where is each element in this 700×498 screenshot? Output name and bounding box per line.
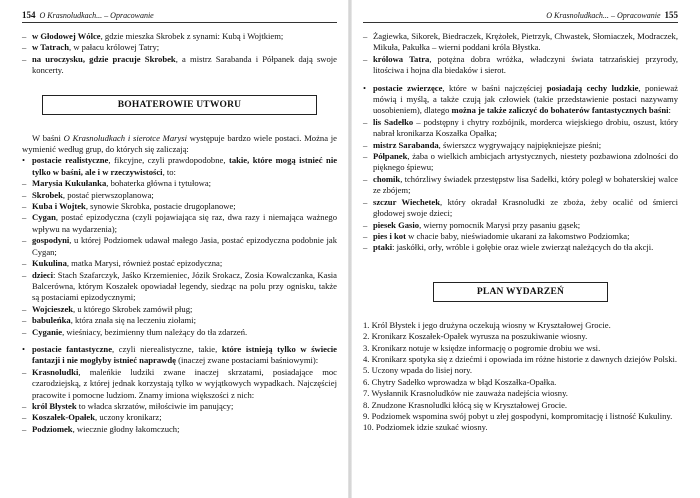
page-number-right: 155 [664,10,678,20]
list-item: – na uroczysku, gdzie pracuje Skrobek, a mistrz Sarabanda i Półpanek dają swoje koncerty. [22,54,337,77]
group-realistic: • postacie realistyczne, fikcyjne, czyli prawdopodobne, takie, które mogą istnieć nie tylko w baśni, ale i w rzeczywistości, to: [22,155,337,178]
page-number-left: 154 [22,10,36,20]
list-item: – pies i kot w chacie baby, nieświadomie ukarani za łakomstwo Podziomka; [363,231,678,242]
list-item: – w Tatrach, w pałacu królowej Tatry; [22,42,337,53]
right-page [355,0,700,498]
list-item: – Podziomek, wiecznie głodny łakomczuch; [22,424,337,435]
plan-item: 8. Znudzone Krasnoludki kłócą się w Kryształowej Grocie. [363,399,568,410]
plan-item: 3. Kronikarz notuje w księdze informację o pogromie drobiu we wsi. [363,342,601,353]
book-spine [348,0,352,498]
section-heading-characters: BOHATEROWIE UTWORU [42,95,317,115]
list-item: – ptaki: jaskółki, orły, wróble i gołębie oraz wiele zwierząt należących do tła akcji. [363,242,678,253]
running-header-right: O Krasnoludkach... – Opracowanie 155 [363,10,678,23]
running-title-left: O Krasnoludkach... [39,11,103,20]
list-item: – królowa Tatra, potężna dobra wróżka, władczyni świata tatrzańskiej przyrody, litościwa i hojna dla biedaków i sierot. [363,54,678,77]
list-item: – Marysia Kukułanka, bohaterka główna i tytułowa; [22,178,337,189]
plan-of-events-list [363,320,678,434]
plan-item: 9. Podziomek wspomina swój pobyt u złej gospodyni, kompromitację i listność Kukuliny. [363,410,673,421]
list-item: – dzieci: Stach Szafarczyk, Jaśko Krzemieniec, Józik Srokacz, Zosia Kowalczanka, Kasia Balcerówna, którym Koszałek opowiadał legendy, siedząc na polu przy ognisku, także są postaciami epizodycznymi; [22,270,337,304]
realistic-characters-list [22,178,337,338]
list-item: – Skrobek, postać pierwszoplanowa; [22,190,337,201]
list-item: – gospodyni, u której Podziomek udawał małego Jasia, postać epizodyczna podobnie jak Cygan; [22,235,337,258]
list-item: – w Głodowej Wólce, gdzie mieszka Skrobek z synami: Kubą i Wojtkiem; [22,31,337,42]
list-item: – król Błystek to władca skrzatów, miłościwie im panujący; [22,401,337,412]
intro-paragraph: W baśni O Krasnoludkach i sierotce Marysi występuje bardzo wiele postaci. Można je wymienić według grup, do których się zaliczają: [22,132,337,155]
list-item: – chomik, tchórzliwy świadek przestępstw lisa Sadełki, który poległ w bohaterskiej walce ze zbójem; [363,174,678,197]
list-item: – Cygan, postać epizodyczna (czyli pojawiająca się raz, dwa razy i niemająca ważnego wpływu na wydarzenia); [22,212,337,235]
plan-item: 10. Podziomek idzie szukać wiosny. [363,422,488,433]
plan-item: 5. Uczony wpada do lisiej nory. [363,365,472,376]
list-item: – Koszałek-Opałek, uczony kronikarz; [22,412,337,423]
list-item: – Krasnoludki, maleńkie ludziki zwane inaczej skrzatami, posiadające moc czarodziejską, z której jednak korzystają tylko w wyjątkowych wypadkach. Najczęściej pracowite i pomocne ludziom. Znamy imiona większości z nich: [22,367,337,401]
plan-item: 1. Król Błystek i jego drużyna oczekują wiosny w Kryształowej Grocie. [363,319,611,330]
running-header-left: 154 O Krasnoludkach... – Opracowanie [22,10,337,23]
fantastic-characters-list [22,367,337,435]
plan-item: 7. Wysłannik Krasnoludków nie zauważa nadejścia wiosny. [363,388,568,399]
group-fantastic: • postacie fantastyczne, czyli nierealistyczne, takie, które istnieją tylko w świecie fantazji i nie mogłyby istnieć naprawdę (inaczej zwane postaciami baśniowymi): [22,344,337,367]
list-item: – lis Sadełko – podstępny i chytry rozbójnik, morderca wiejskiego drobiu, oszust, który nabrał kronikarza Koszałka Opałka; [363,117,678,140]
list-item: – piesek Gasio, wierny pomocnik Marysi przy pasaniu gąsek; [363,220,678,231]
plan-item: 6. Chytry Sadełko wprowadza w błąd Koszałka-Opałka. [363,376,557,387]
group-animal: • postacie zwierzęce, które w baśni najczęściej posiadają cechy ludzkie, ponieważ mówią i myślą, a także czują jak człowiek (takie przedstawienie postaci nazywamy uosobieniem), dlatego można je także zaliczyć do bohaterów fantastycznych baśni: [363,83,678,117]
section-heading-plan: PLAN WYDARZEŃ [433,282,608,302]
list-item: – Wojcieszek, u którego Skrobek zamówił pług; [22,304,337,315]
list-item: – Cyganie, wieśniacy, bezimienny tłum należący do tła zdarzeń. [22,327,337,338]
dwarfs-continued-list [363,31,678,77]
plan-item: 4. Kronikarz spotyka się z dziećmi i opowiada im różne historie z dawnych dziejów Polski. [363,353,678,364]
locations-list [22,31,337,77]
running-title-right: O Krasnoludkach... [546,11,609,20]
list-item: – Kukulina, matka Marysi, również postać epizodyczna; [22,258,337,269]
list-item: – szczur Wiechetek, który okradał Krasnoludki ze zboża, żeby ocalić od śmierci głodowej swoje dzieci; [363,197,678,220]
list-item: – Kuba i Wojtek, synowie Skrobka, postacie drugoplanowe; [22,201,337,212]
list-item: – Półpanek, żaba o wielkich ambicjach artystycznych, niestety pozbawiona zdolności do pięknego śpiewu; [363,151,678,174]
list-item: – Żagiewka, Sikorek, Biedraczek, Krężołek, Pietrzyk, Chwastek, Słomiaczek, Modraczek, Mikuła, Pakułka – wierni poddani króla Błystka. [363,31,678,54]
left-page [0,0,345,498]
animal-characters-list [363,117,678,254]
list-item: – mistrz Sarabanda, świerszcz wygrywający najpiękniejsze pieśni; [363,140,678,151]
plan-item: 2. Kronikarz Koszałek-Opałek wyrusza na poszukiwanie wiosny. [363,331,588,342]
list-item: – babuleńka, która znała się na leczeniu ziołami; [22,315,337,326]
